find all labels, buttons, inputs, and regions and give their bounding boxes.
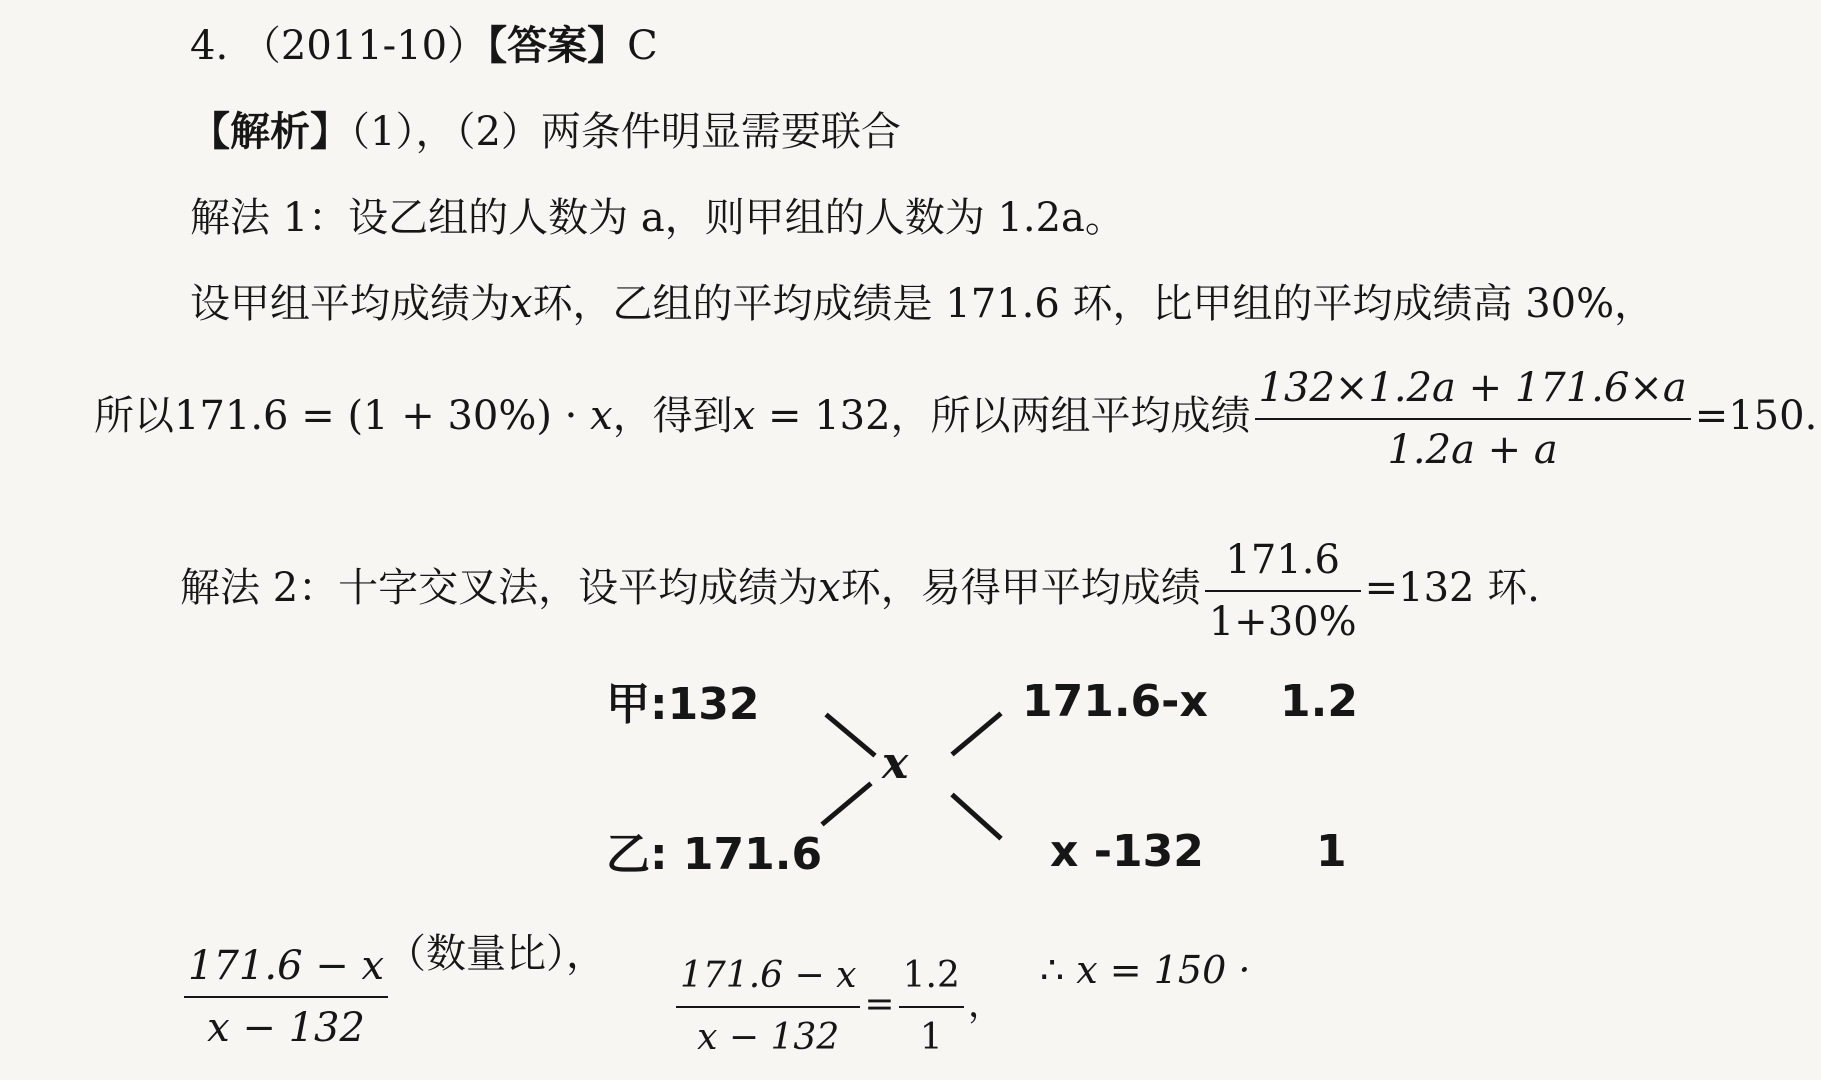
analysis-line (190, 106, 901, 158)
therefore-symbol: ∴ (1040, 948, 1065, 992)
method1-eq-post: ，所以两组平均成绩 (890, 393, 1251, 439)
method1-line3 (94, 362, 1817, 476)
diagram-center-x: x (882, 738, 909, 789)
answer-tag: 【答案】 (487, 22, 628, 69)
equation-right-fraction (899, 950, 964, 1064)
method2-pre: 解法 2：十字交叉法，设平均成绩为 (180, 565, 819, 611)
method1-line2-post: 环，乙组的平均成绩是 171.6 环，比甲组的平均成绩高 30%， (532, 281, 1655, 327)
ratio-fraction (184, 940, 388, 1054)
analysis-text: （1），（2）两条件明显需要联合 (350, 109, 901, 155)
method1-line1: 解法 1：设乙组的人数为 a，则甲组的人数为 1.2a。 (190, 195, 1125, 241)
jia-average-fraction (1205, 534, 1361, 648)
question-number: 4. (190, 23, 229, 69)
fraction-numerator: 171.6 − x (676, 950, 860, 1008)
variable-x: x (590, 393, 613, 439)
diagram-top-diff: 171.6-x (1022, 676, 1208, 727)
conclusion-line (180, 940, 392, 1054)
answer-header (190, 20, 658, 72)
cross-stroke-bottom-right (950, 793, 1002, 841)
final-value: x = 150 · (1076, 948, 1251, 992)
fraction-denominator: 1+30% (1208, 599, 1357, 645)
quantity-ratio-label: （数量比）， (386, 931, 606, 977)
final-answer (1040, 944, 1250, 996)
method1-line2-pre: 设甲组平均成绩为 (190, 281, 510, 327)
method2-line (180, 534, 1540, 648)
method1-eq-mid: ，得到 (612, 393, 733, 439)
method1-result: =150. (1694, 393, 1818, 439)
diagram-yi-label: 乙: 171.6 (606, 829, 823, 880)
fraction-denominator: x − 132 (697, 1017, 840, 1058)
method2-result: =132 环. (1364, 565, 1540, 611)
answer-letter: C (627, 23, 658, 69)
fraction-numerator: 171.6 (1205, 534, 1361, 592)
method2-mid: 环，易得甲平均成绩 (840, 565, 1201, 611)
method1-line2 (190, 278, 1654, 330)
fraction-denominator: x − 132 (207, 1005, 365, 1051)
method1-eq-value: = 132 (755, 393, 891, 439)
cross-stroke-top-right (950, 711, 1002, 756)
weighted-average-fraction (1255, 362, 1691, 476)
fraction-numerator: 171.6 − x (184, 940, 388, 998)
cross-stroke-bottom-left (820, 781, 872, 826)
analysis-tag: 【解析】 (190, 108, 350, 155)
fraction-denominator: 1 (919, 1017, 943, 1058)
question-source: （2011-10） (240, 23, 488, 69)
variable-x: x (732, 393, 756, 439)
method1-eq-pre: 所以171.6 = (1 + 30%) · (94, 393, 591, 439)
diagram-jia-label: 甲:132 (606, 679, 760, 730)
cross-stroke-top-left (824, 713, 876, 758)
fraction-denominator: 1.2a + a (1387, 427, 1558, 473)
fraction-numerator: 1.2 (899, 950, 964, 1008)
ratio-equation (672, 950, 1004, 1064)
fraction-numerator: 132×1.2a + 171.6×a (1255, 362, 1691, 420)
equation-left-fraction (676, 950, 860, 1064)
variable-x: x (510, 281, 533, 327)
equation-comma: ， (967, 984, 1004, 1025)
variable-x: x (818, 565, 841, 611)
diagram-ratio-top: 1.2 (1280, 676, 1358, 727)
diagram-ratio-bottom: 1 (1316, 826, 1347, 877)
diagram-bottom-diff: x -132 (1050, 826, 1204, 877)
equals-sign: = (864, 984, 895, 1025)
